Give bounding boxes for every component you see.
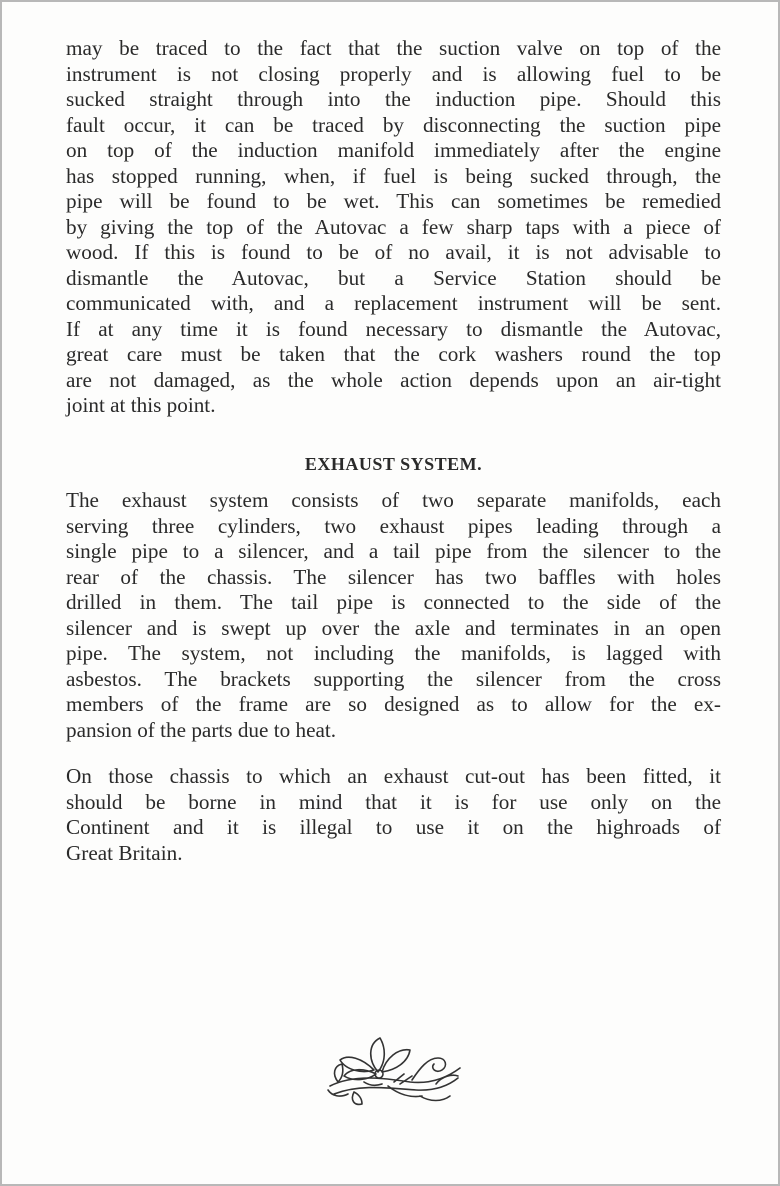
text-line: joint at this point. bbox=[66, 393, 216, 417]
paragraph-autovac bbox=[66, 36, 721, 419]
text-line: communicated with, and a replacement instrument will be sent. bbox=[66, 291, 721, 315]
text-line: pipe will be found to be wet. This can sometimes be remedied bbox=[66, 189, 721, 213]
paragraph-cut-out bbox=[66, 764, 721, 866]
text-line: great care must be taken that the cork washers round the top bbox=[66, 342, 721, 366]
text-line: instrument is not closing properly and is allowing fuel to be bbox=[66, 61, 721, 86]
text-line: rear of the chassis. The silencer has two baffles with holes bbox=[66, 564, 721, 589]
text-line: asbestos. The brackets supporting the silencer from the cross bbox=[66, 666, 721, 691]
paragraph-exhaust-system bbox=[66, 488, 721, 743]
text-line: may be traced to the fact that the suction valve on top of the bbox=[66, 36, 721, 60]
text-line: drilled in them. The tail pipe is connected to the side of the bbox=[66, 590, 721, 614]
text-line: are not damaged, as the whole action depends upon an air-tight bbox=[66, 367, 721, 392]
text-line: by giving the top of the Autovac a few sharp taps with a piece of bbox=[66, 214, 721, 239]
text-line: If at any time it is found necessary to dismantle the Autovac, bbox=[66, 316, 721, 341]
text-line: Continent and it is illegal to use it on the highroads of bbox=[66, 815, 721, 839]
text-line: silencer and is swept up over the axle and terminates in an open bbox=[66, 615, 721, 640]
text-line: pipe. The system, not including the manifolds, is lagged with bbox=[66, 641, 721, 665]
text-line: dismantle the Autovac, but a Service Station should be bbox=[66, 265, 721, 290]
text-line: has stopped running, when, if fuel is being sucked through, the bbox=[66, 163, 721, 188]
text-line: serving three cylinders, two exhaust pipes leading through a bbox=[66, 513, 721, 538]
text-line: should be borne in mind that it is for use only on the bbox=[66, 789, 721, 814]
text-line: sucked straight through into the induction pipe. Should this bbox=[66, 87, 721, 111]
section-heading: EXHAUST SYSTEM. bbox=[304, 454, 483, 474]
text-line: wood. If this is found to be of no avail, it is not advisable to bbox=[66, 240, 721, 264]
floral-tailpiece-icon bbox=[324, 1024, 466, 1108]
text-line: pansion of the parts due to heat. bbox=[66, 717, 337, 742]
text-line: single pipe to a silencer, and a tail pipe from the silencer to the bbox=[66, 539, 721, 563]
text-line: fault occur, it can be traced by disconnecting the suction pipe bbox=[66, 112, 721, 137]
text-line: on top of the induction manifold immediately after the engine bbox=[66, 138, 721, 162]
text-line: The exhaust system consists of two separate manifolds, each bbox=[66, 488, 721, 512]
text-line: On those chassis to which an exhaust cut-out has been fitted, it bbox=[66, 764, 721, 788]
text-line: members of the frame are so designed as to allow for the ex- bbox=[66, 692, 721, 716]
text-line: Great Britain. bbox=[66, 840, 183, 865]
